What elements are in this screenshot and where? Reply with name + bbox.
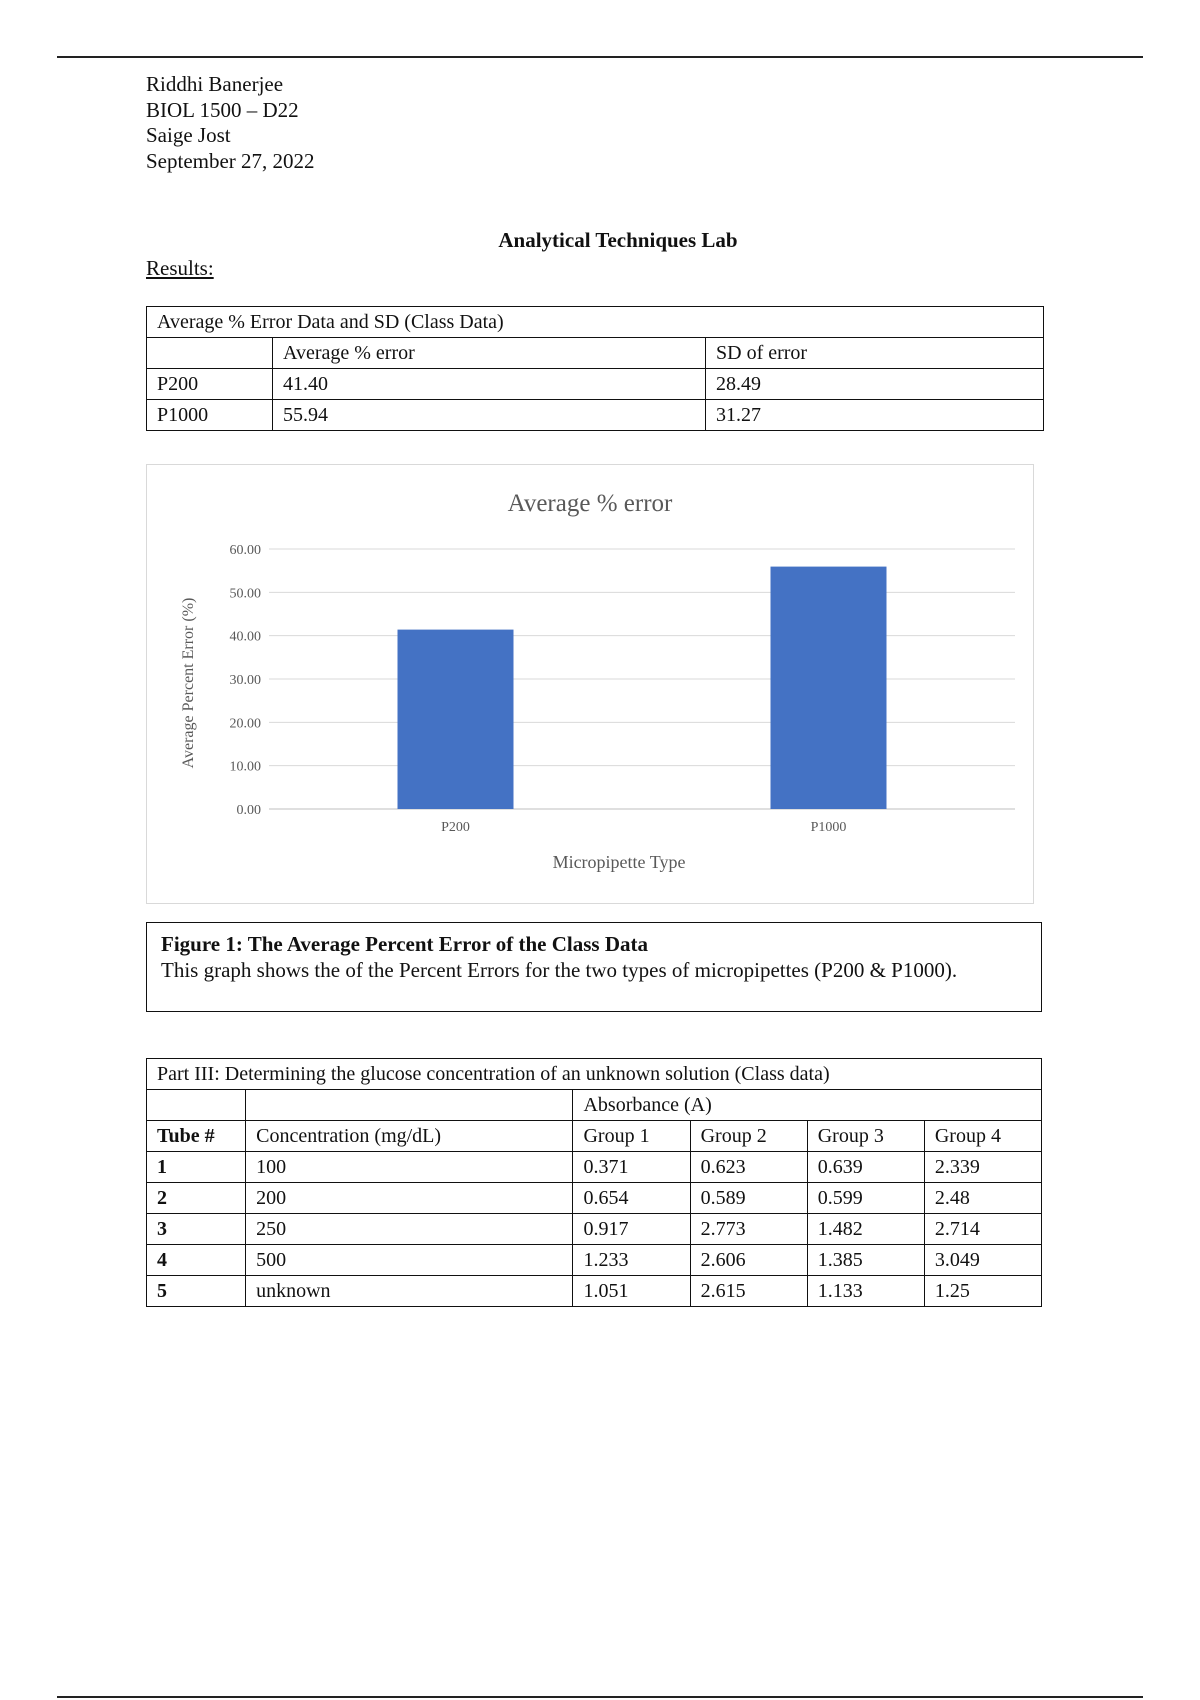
table-cell: 2.615 [690,1276,807,1307]
table-header-cell [246,1090,573,1121]
y-tick-label: 50.00 [229,586,261,602]
x-tick-label: P1000 [810,820,847,835]
table-cell: 0.654 [573,1183,690,1214]
table-cell: 4 [147,1245,246,1276]
table-row [147,369,1044,400]
table-cell: 41.40 [273,369,706,400]
table-header-cell: Average % error [273,338,706,369]
table-header-cell: Group 4 [924,1121,1041,1152]
table-cell: 31.27 [706,400,1044,431]
instructor-name: Saige Jost [146,123,231,147]
table-row [147,1183,1042,1214]
table-caption-row [147,1059,1042,1090]
y-axis-label: Average Percent Error (%) [180,597,197,769]
table-cell: 0.917 [573,1214,690,1245]
table-cell: 1 [147,1152,246,1183]
table-header-cell: Group 1 [573,1121,690,1152]
table-cell: 1.385 [807,1245,924,1276]
table-row [147,1152,1042,1183]
table-cell: 2.339 [924,1152,1041,1183]
table-cell: 1.233 [573,1245,690,1276]
table-cell: 2 [147,1183,246,1214]
glucose-absorbance-table [146,1058,1042,1307]
results-heading: Results: [146,256,214,280]
table-row [147,1214,1042,1245]
top-rule [57,56,1143,58]
table-header-cell: SD of error [706,338,1044,369]
table-caption: Part III: Determining the glucose concentration of an unknown solution (Class data) [147,1059,1042,1090]
y-tick-label: 40.00 [229,629,261,645]
table-cell: 1.482 [807,1214,924,1245]
table-row [147,400,1044,431]
table-cell: 1.133 [807,1276,924,1307]
bar-p1000 [771,567,887,809]
table-row [147,1276,1042,1307]
table-cell: 5 [147,1276,246,1307]
percent-error-table [146,306,1044,431]
figure-description: This graph shows the of the Percent Errors for the two types of micropipettes (P200 & P1000). [161,958,958,982]
table-cell: P200 [147,369,273,400]
y-tick-label: 20.00 [229,716,261,732]
table-cell: 3.049 [924,1245,1041,1276]
table-cell: 0.589 [690,1183,807,1214]
lab-title: Analytical Techniques Lab [498,228,738,252]
table-caption-row [147,307,1044,338]
table-cell: 100 [246,1152,573,1183]
table-cell: 1.051 [573,1276,690,1307]
table-cell: 2.773 [690,1214,807,1245]
table-header-row [147,338,1044,369]
table-cell: 0.371 [573,1152,690,1183]
author-name: Riddhi Banerjee [146,72,284,96]
y-tick-label: 30.00 [229,673,261,688]
table-header-row [147,1121,1042,1152]
table-cell: 0.623 [690,1152,807,1183]
table-row [147,1245,1042,1276]
table-cell: 0.639 [807,1152,924,1183]
bar-p200 [398,630,514,809]
bottom-rule [57,1696,1143,1698]
x-tick-label: P200 [441,820,470,835]
figure-title: Figure 1: The Average Percent Error of the Class Data [161,932,648,956]
table-cell: 1.25 [924,1276,1041,1307]
table-cell: 500 [246,1245,573,1276]
table-header-cell [147,1090,246,1121]
table-group-header-row [147,1090,1042,1121]
bar-chart [146,464,1034,904]
chart-title: Average % error [507,490,673,517]
table-header-cell [147,338,273,369]
table-cell: 0.599 [807,1183,924,1214]
chart-svg [147,465,1033,903]
table-header-cell: Group 3 [807,1121,924,1152]
figure-caption-box [146,922,1042,1012]
document-header [146,72,315,174]
table-cell: 2.48 [924,1183,1041,1214]
y-tick-label: 60.00 [229,543,261,558]
document-date: September 27, 2022 [146,148,315,173]
table-cell: 3 [147,1214,246,1245]
table-cell: 200 [246,1183,573,1214]
course-code: BIOL 1500 – D22 [146,97,299,122]
table-cell: 55.94 [273,400,706,431]
table-header-cell: Tube # [147,1121,246,1152]
table-cell: 250 [246,1214,573,1245]
table-cell: 2.714 [924,1214,1041,1245]
table-cell: 2.606 [690,1245,807,1276]
y-tick-label: 10.00 [229,759,261,775]
table-cell: P1000 [147,400,273,431]
x-axis-label: Micropipette Type [552,852,686,872]
table-cell: unknown [246,1276,573,1307]
table-header-cell: Concentration (mg/dL) [246,1121,573,1152]
table-cell: 28.49 [706,369,1044,400]
absorbance-group-header: Absorbance (A) [573,1090,1042,1121]
y-tick-label: 0.00 [236,803,261,818]
table-header-cell: Group 2 [690,1121,807,1152]
table-caption: Average % Error Data and SD (Class Data) [147,307,1044,338]
